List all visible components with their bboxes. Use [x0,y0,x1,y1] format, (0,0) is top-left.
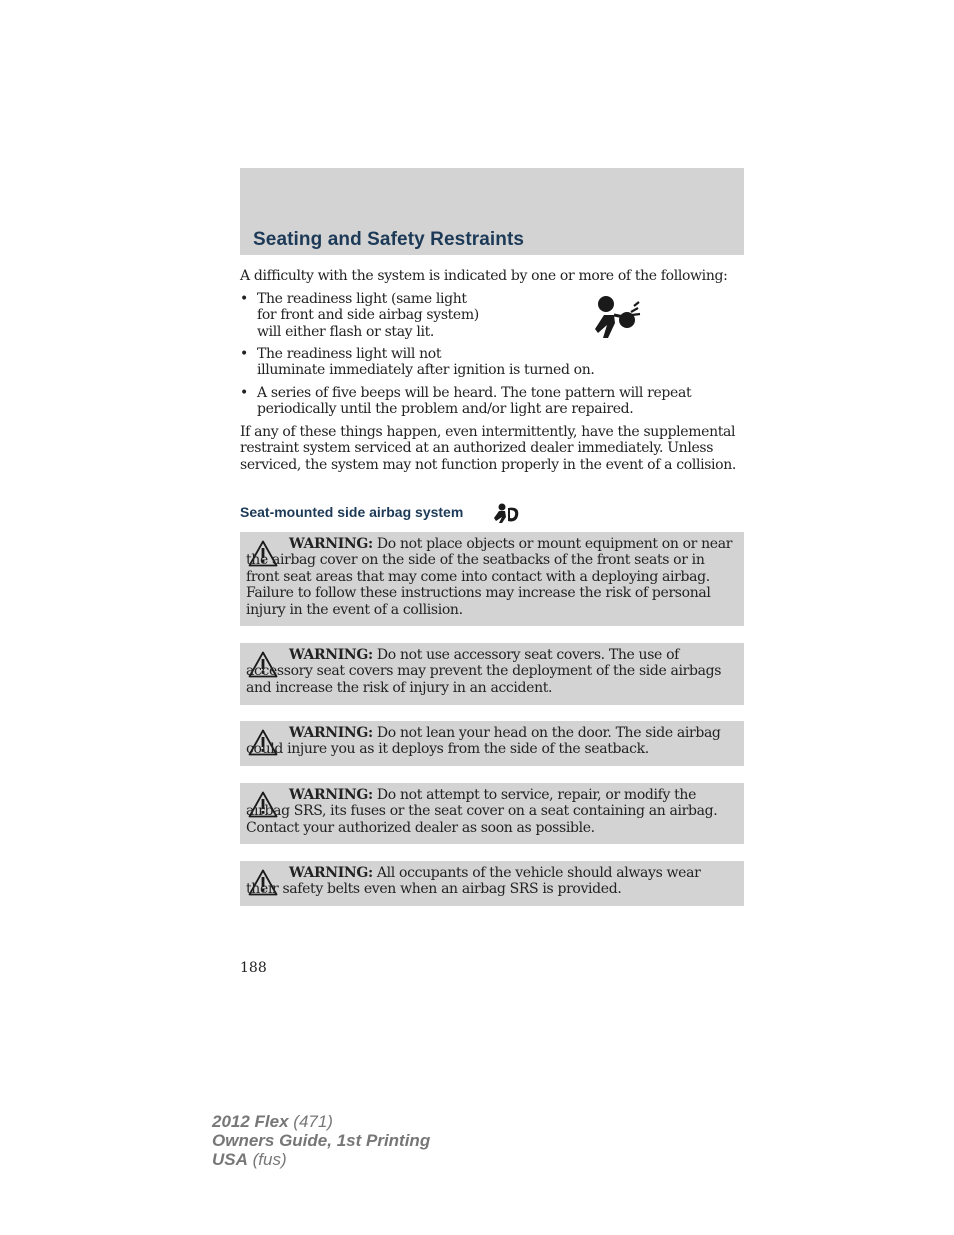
warning-body: Do not attempt to service, repair, or modify the airbag SRS, its fuses or the seat cover on a seat containing an airbag. Contact your authorized dealer as soon as possible. [246,787,718,836]
bullet-text: A series of five beeps will be heard. The tone pattern will repeat periodically until the problem and/or light are repaired. [257,385,692,418]
footer-guide: Owners Guide, 1st Printing [212,1131,431,1150]
airbag-readiness-icon [594,293,650,341]
footer-line-region [212,1150,430,1169]
bullet-dot: • [240,291,248,307]
warning-box [240,861,744,906]
warning-label: WARNING: [289,536,373,552]
footer-model: 2012 Flex [212,1112,289,1131]
warning-body: Do not place objects or mount equipment on or near the airbag cover on the side of the seatbacks of the front seats or in front seat areas that may come into contact with a deploying airbag. Failure to follow these instructions may increase the risk of personal injury in the event of a collision. [246,536,733,618]
page-number: 188 [240,960,267,976]
document-footer [212,1112,430,1169]
warning-box [240,643,744,705]
footer-line-model [212,1112,430,1131]
warning-box [240,783,744,844]
warning-text [246,647,736,696]
warning-text [246,536,736,618]
warning-label: WARNING: [289,647,373,663]
footer-region: USA [212,1150,248,1169]
warning-label: WARNING: [289,787,373,803]
footer-line-guide [212,1131,430,1150]
bullet-text: The readiness light will not illuminate immediately after ignition is turned on. [257,346,595,379]
warning-box [240,532,744,626]
footer-region-code: (fus) [247,1150,287,1169]
section-header-band [240,168,744,255]
bullet-dot: • [240,346,248,362]
bullet-text: The readiness light (same light for front and side airbag system) will either flash or stay lit. [257,291,479,340]
warning-body: Do not use accessory seat covers. The use of accessory seat covers may prevent the deployment of the side airbags and increase the risk of injury in an accident. [246,647,722,696]
warning-text [246,725,736,758]
warning-box [240,721,744,766]
side-airbag-icon [494,502,522,524]
bullet-dot: • [240,385,248,401]
section-title: Seating and Safety Restraints [253,229,525,250]
subsection-heading: Seat-mounted side airbag system [240,504,464,520]
warning-body: Do not lean your head on the door. The side airbag could injure you as it deploys from the side of the seatback. [246,725,721,758]
intro-paragraph: A difficulty with the system is indicated by one or more of the following: [240,268,728,284]
service-paragraph: If any of these things happen, even intermittently, have the supplemental restraint system serviced at an authorized dealer immediately. Unless serviced, the system may not function properly in the event of a collision. [240,424,737,473]
footer-model-code: (471) [288,1112,333,1131]
warning-text [246,865,736,898]
warning-label: WARNING: [289,865,373,881]
warning-body: All occupants of the vehicle should always wear their safety belts even when an airbag SRS is provided. [246,865,701,898]
warning-text [246,787,736,836]
warning-label: WARNING: [289,725,373,741]
